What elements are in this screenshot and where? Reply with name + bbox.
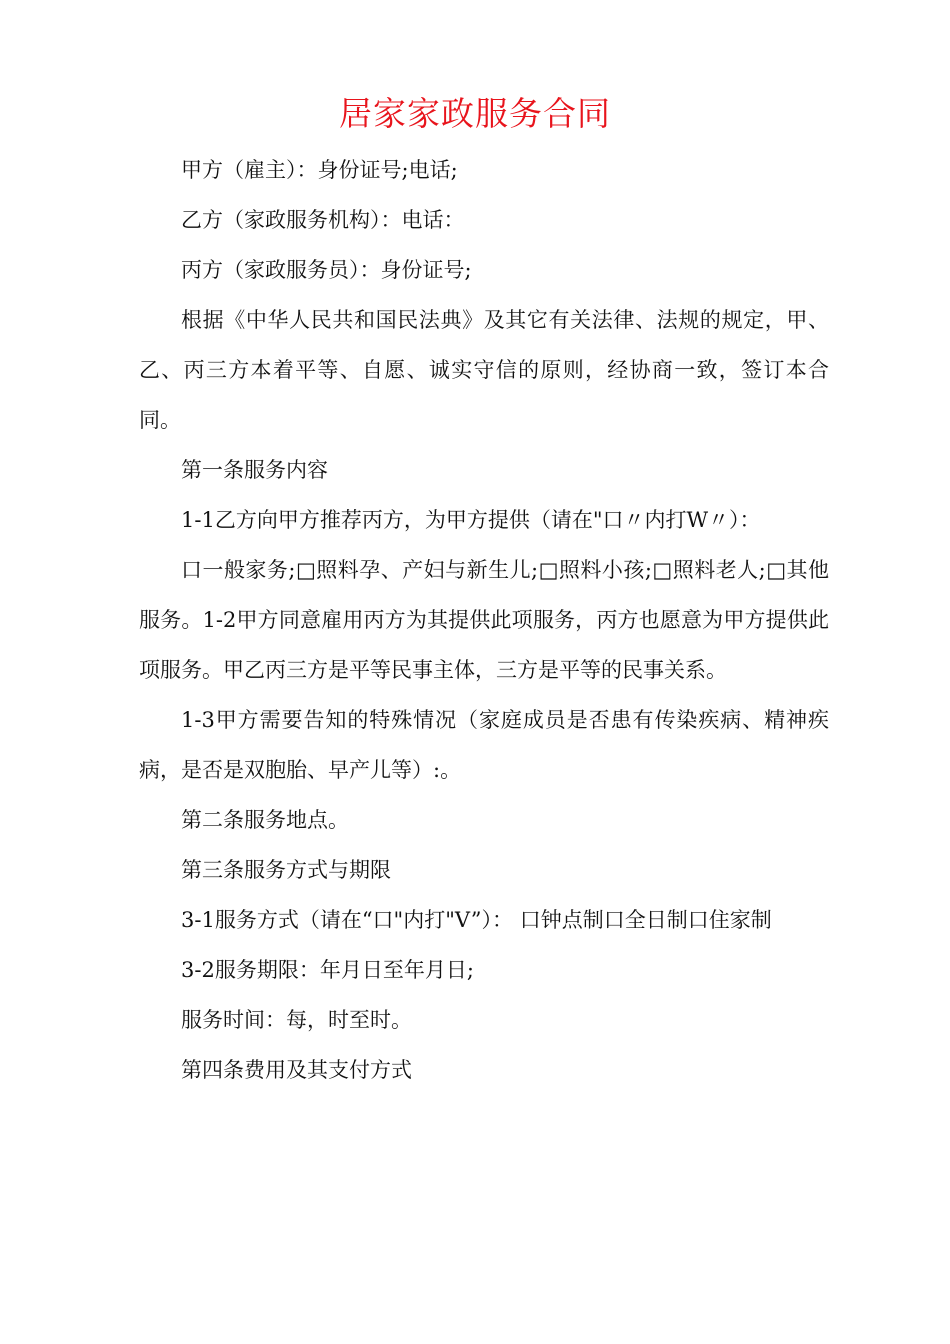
preamble-paragraph: 根据《中华人民共和国民法典》及其它有关法律、法规的规定，甲、乙、丙三方本着平等、自愿、诚实守信的原则，经协商一致，签订本合同。 <box>139 308 829 432</box>
article-1-heading: 第一条服务内容 <box>181 458 328 482</box>
service-options-paragraph: 口一般家务;□照料孕、产妇与新生儿;□照料小孩;□照料老人;□其他服务。1-2甲方同意雇用丙方为其提供此项服务，丙方也愿意为甲方提供此项服务。甲乙丙三方是平等民事主体，三方是平等的民事关系。 <box>139 558 829 682</box>
party-c-line: 丙方（家政服务员）：身份证号; <box>181 258 472 282</box>
article-3-heading: 第三条服务方式与期限 <box>181 858 391 882</box>
party-a-line: 甲方（雇主）：身份证号;电话; <box>181 158 458 182</box>
article-4-heading: 第四条费用及其支付方式 <box>181 1058 412 1082</box>
clause-3-1: 3-1服务方式（请在“口"内打"V”）： 口钟点制口全日制口住家制 <box>181 908 772 932</box>
clause-3-2: 3-2服务期限：年月日至年月日; <box>181 958 474 982</box>
clause-1-1: 1-1乙方向甲方推荐丙方，为甲方提供（请在"口〃内打W〃）： <box>181 508 761 532</box>
service-time-line: 服务时间：每，时至时。 <box>181 1008 412 1032</box>
document-title: 居家家政服务合同 <box>339 94 611 133</box>
article-2-heading: 第二条服务地点。 <box>181 808 349 832</box>
document-body <box>139 145 829 1095</box>
party-b-line: 乙方（家政服务机构）：电话： <box>181 208 465 232</box>
clause-1-3: 1-3甲方需要告知的特殊情况（家庭成员是否患有传染疾病、精神疾病，是否是双胞胎、早产儿等）:。 <box>139 708 829 782</box>
